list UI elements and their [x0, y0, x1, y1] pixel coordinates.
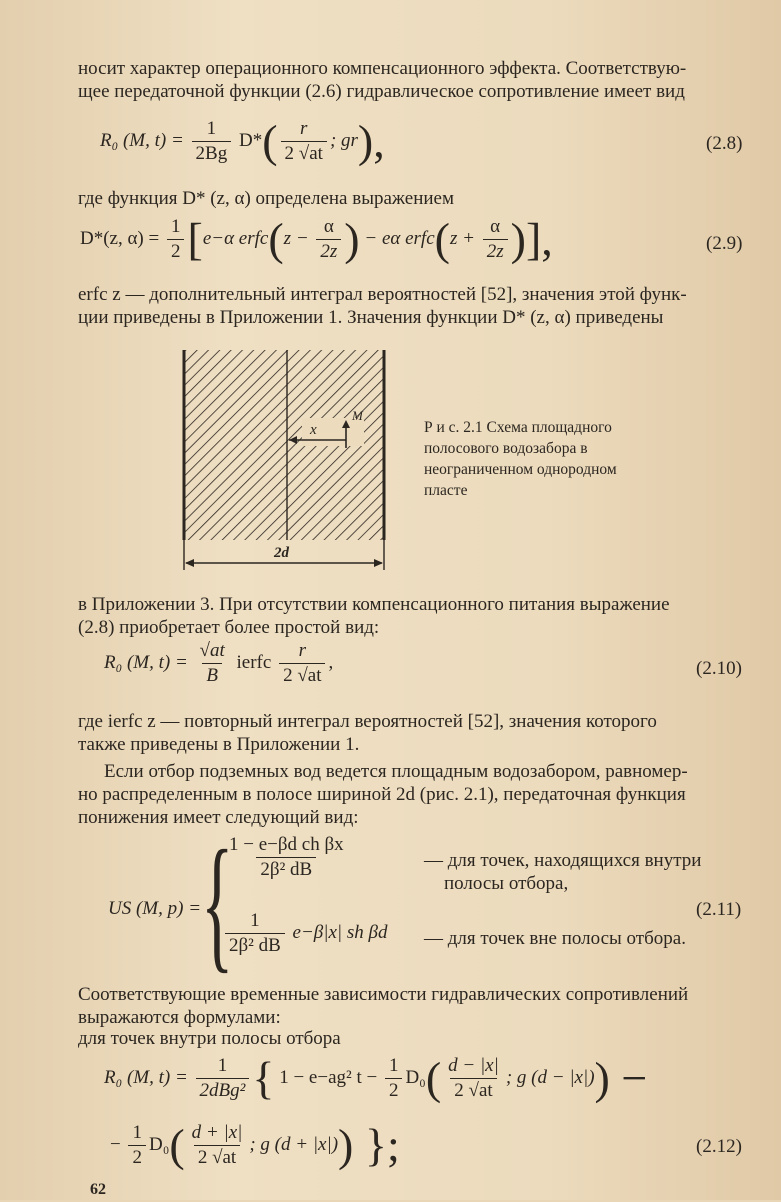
equation-number: (2.12) — [696, 1136, 742, 1157]
equation-2-12-line2: − $\frac{1}{2}$ D₀( $\frac{d + |x|}{2 √at}$ ; g (d + |x|)) }; — [110, 1119, 400, 1171]
frac-num: 1 — [206, 118, 217, 139]
eq-term: − eα erfc — [364, 227, 435, 249]
case-note: — для точек, находящихся внутри — [424, 850, 702, 871]
eq-lhs: D*(z, α) = — [80, 227, 160, 249]
frac-den: 2z — [483, 239, 508, 263]
frac-den: 2 √at — [194, 1145, 240, 1169]
frac-den: 2 √at — [281, 141, 327, 165]
text-line: выражаются формулами: — [78, 1007, 281, 1028]
text-line: где ierfc z — повторный интеграл вероятностей [52], значения которого — [78, 711, 657, 732]
eq-term: ; g (d − |x|) — [505, 1066, 595, 1088]
eq-lhs: R₀ (M, t) = — [104, 1066, 188, 1088]
eq-end: ], — [525, 213, 553, 265]
d0-func: D₀ — [405, 1066, 426, 1088]
case-note: полосы отбора, — [444, 873, 569, 894]
frac-num: 1 − e−βd ch βx — [229, 834, 344, 855]
curly-brace: { — [201, 820, 234, 986]
eq-term: z + — [449, 227, 475, 249]
text-line: но распределенным в полосе шириной 2d (рис. 2.1), передаточная функция — [78, 784, 686, 805]
eq-end: , — [328, 651, 334, 673]
frac-num: r — [298, 640, 306, 661]
equation-number: (2.8) — [706, 133, 743, 154]
eq-lhs: US (M, p) = — [108, 898, 202, 919]
text-line: носит характер операционного компенсационного эффекта. Соответствую- — [78, 58, 687, 79]
text-line: в Приложении 3. При отсутствии компенсационного питания выражение — [78, 594, 670, 615]
frac-num: 1 — [217, 1055, 228, 1076]
equation-number: (2.11) — [696, 899, 742, 920]
eq-term: e−α erfc — [202, 227, 269, 249]
frac-num: r — [300, 118, 308, 139]
frac-den: 2 √at — [450, 1078, 496, 1102]
frac-num: d − |x| — [448, 1055, 499, 1076]
eq-end: ), — [357, 115, 385, 167]
equation-2-11-case2 — [222, 910, 388, 957]
text-line: щее передаточной функции (2.6) гидравлическое сопротивление имеет вид — [78, 81, 685, 102]
eq-term: 1 − e−ag² t − — [279, 1066, 378, 1088]
frac-num: α — [490, 216, 501, 237]
text-line: понижения имеет следующий вид: — [78, 807, 359, 828]
text-line: где функция D* (z, α) определена выражением — [78, 188, 455, 209]
frac-num: 1 — [250, 910, 260, 931]
eq-end: ) }; — [338, 1119, 400, 1171]
frac-num: 1 — [388, 1055, 399, 1076]
frac-den: B — [202, 663, 222, 687]
label-m: M — [352, 408, 363, 423]
equation-number: (2.10) — [696, 658, 742, 679]
eq-term: e−β|x| sh βd — [292, 921, 388, 943]
frac-num: d + |x| — [191, 1122, 243, 1143]
text-line: erfc z — дополнительный интеграл вероятностей [52], значения этой функ- — [78, 284, 687, 305]
figure-2-1 — [176, 348, 396, 578]
text-line: для точек внутри полосы отбора — [78, 1028, 341, 1049]
eq-term: z − — [283, 227, 309, 249]
equation-2-10 — [104, 640, 333, 687]
func-name: ierfc — [236, 651, 272, 673]
text-line: Соответствующие временные зависимости гидравлических сопротивлений — [78, 984, 689, 1005]
frac-num: 1 — [170, 216, 181, 237]
eq-term: − — [110, 1133, 121, 1155]
equation-2-8: R₀ (M, t) = $\frac{1}{2Bg}$ D*( $\frac{r}{2 √at}$ ; gr), — [100, 115, 385, 167]
eq-term: ; g (d + |x|) — [249, 1133, 339, 1155]
text-line: (2.8) приобретает более простой вид: — [78, 617, 380, 638]
frac-den: 2Bg — [192, 141, 232, 165]
label-x: x — [310, 422, 317, 438]
frac-num: √at — [199, 640, 225, 661]
page-number: 62 — [90, 1181, 106, 1198]
case-note: — для точек вне полосы отбора. — [424, 928, 686, 949]
frac-num: α — [323, 216, 334, 237]
text-line: ции приведены в Приложении 1. Значения функции D* (z, α) приведены — [78, 307, 664, 328]
equation-2-9: D*(z, α) = $\frac{1}{2}$ [e−α erfc(z − $\frac{\alpha}{2z}$ ) − eα erfc(z + $\frac{\alpha}{2z}$ )], — [80, 213, 553, 265]
frac-den: 2 √at — [279, 663, 325, 687]
text-line: Если отбор подземных вод ведется площадным водозабором, равномер- — [104, 761, 688, 782]
d0-func: D₀ — [148, 1133, 170, 1155]
frac-den: 2z — [316, 239, 341, 263]
frac-den: 2 — [167, 239, 185, 263]
d-star: D* — [238, 129, 263, 151]
eq-lhs: R₀ (M, t) = — [104, 651, 188, 673]
frac-den: 2 — [385, 1078, 403, 1102]
eq-end: ) − — [594, 1052, 648, 1104]
eq-lhs: R₀ (M, t) = — [100, 129, 184, 151]
figure-caption: Р и с. 2.1 Схема площадного полосового водозабора в неограниченном однородном пласте — [424, 419, 617, 499]
eq-tail: ; gr — [329, 129, 358, 151]
equation-number: (2.9) — [706, 233, 743, 254]
frac-den: 2dBg² — [196, 1078, 250, 1102]
text-line: также приведены в Приложении 1. — [78, 734, 360, 755]
frac-den: 2β² dB — [256, 857, 316, 881]
frac-num: 1 — [132, 1122, 142, 1143]
label-2d: 2d — [274, 545, 289, 561]
frac-den: 2β² dB — [225, 933, 285, 957]
equation-2-11-lhs — [108, 898, 201, 920]
equation-2-12-line1: R₀ (M, t) = $\frac{1}{\text{2dBg²}}$ { 1 − e−ag² t − $\frac{1}{2}$ D₀( $\frac{d - |x|}{2 √at}$ ; g (d − |x|)) − — [104, 1052, 648, 1104]
frac-den: 2 — [128, 1145, 146, 1169]
equation-2-11-case1 — [222, 834, 351, 881]
